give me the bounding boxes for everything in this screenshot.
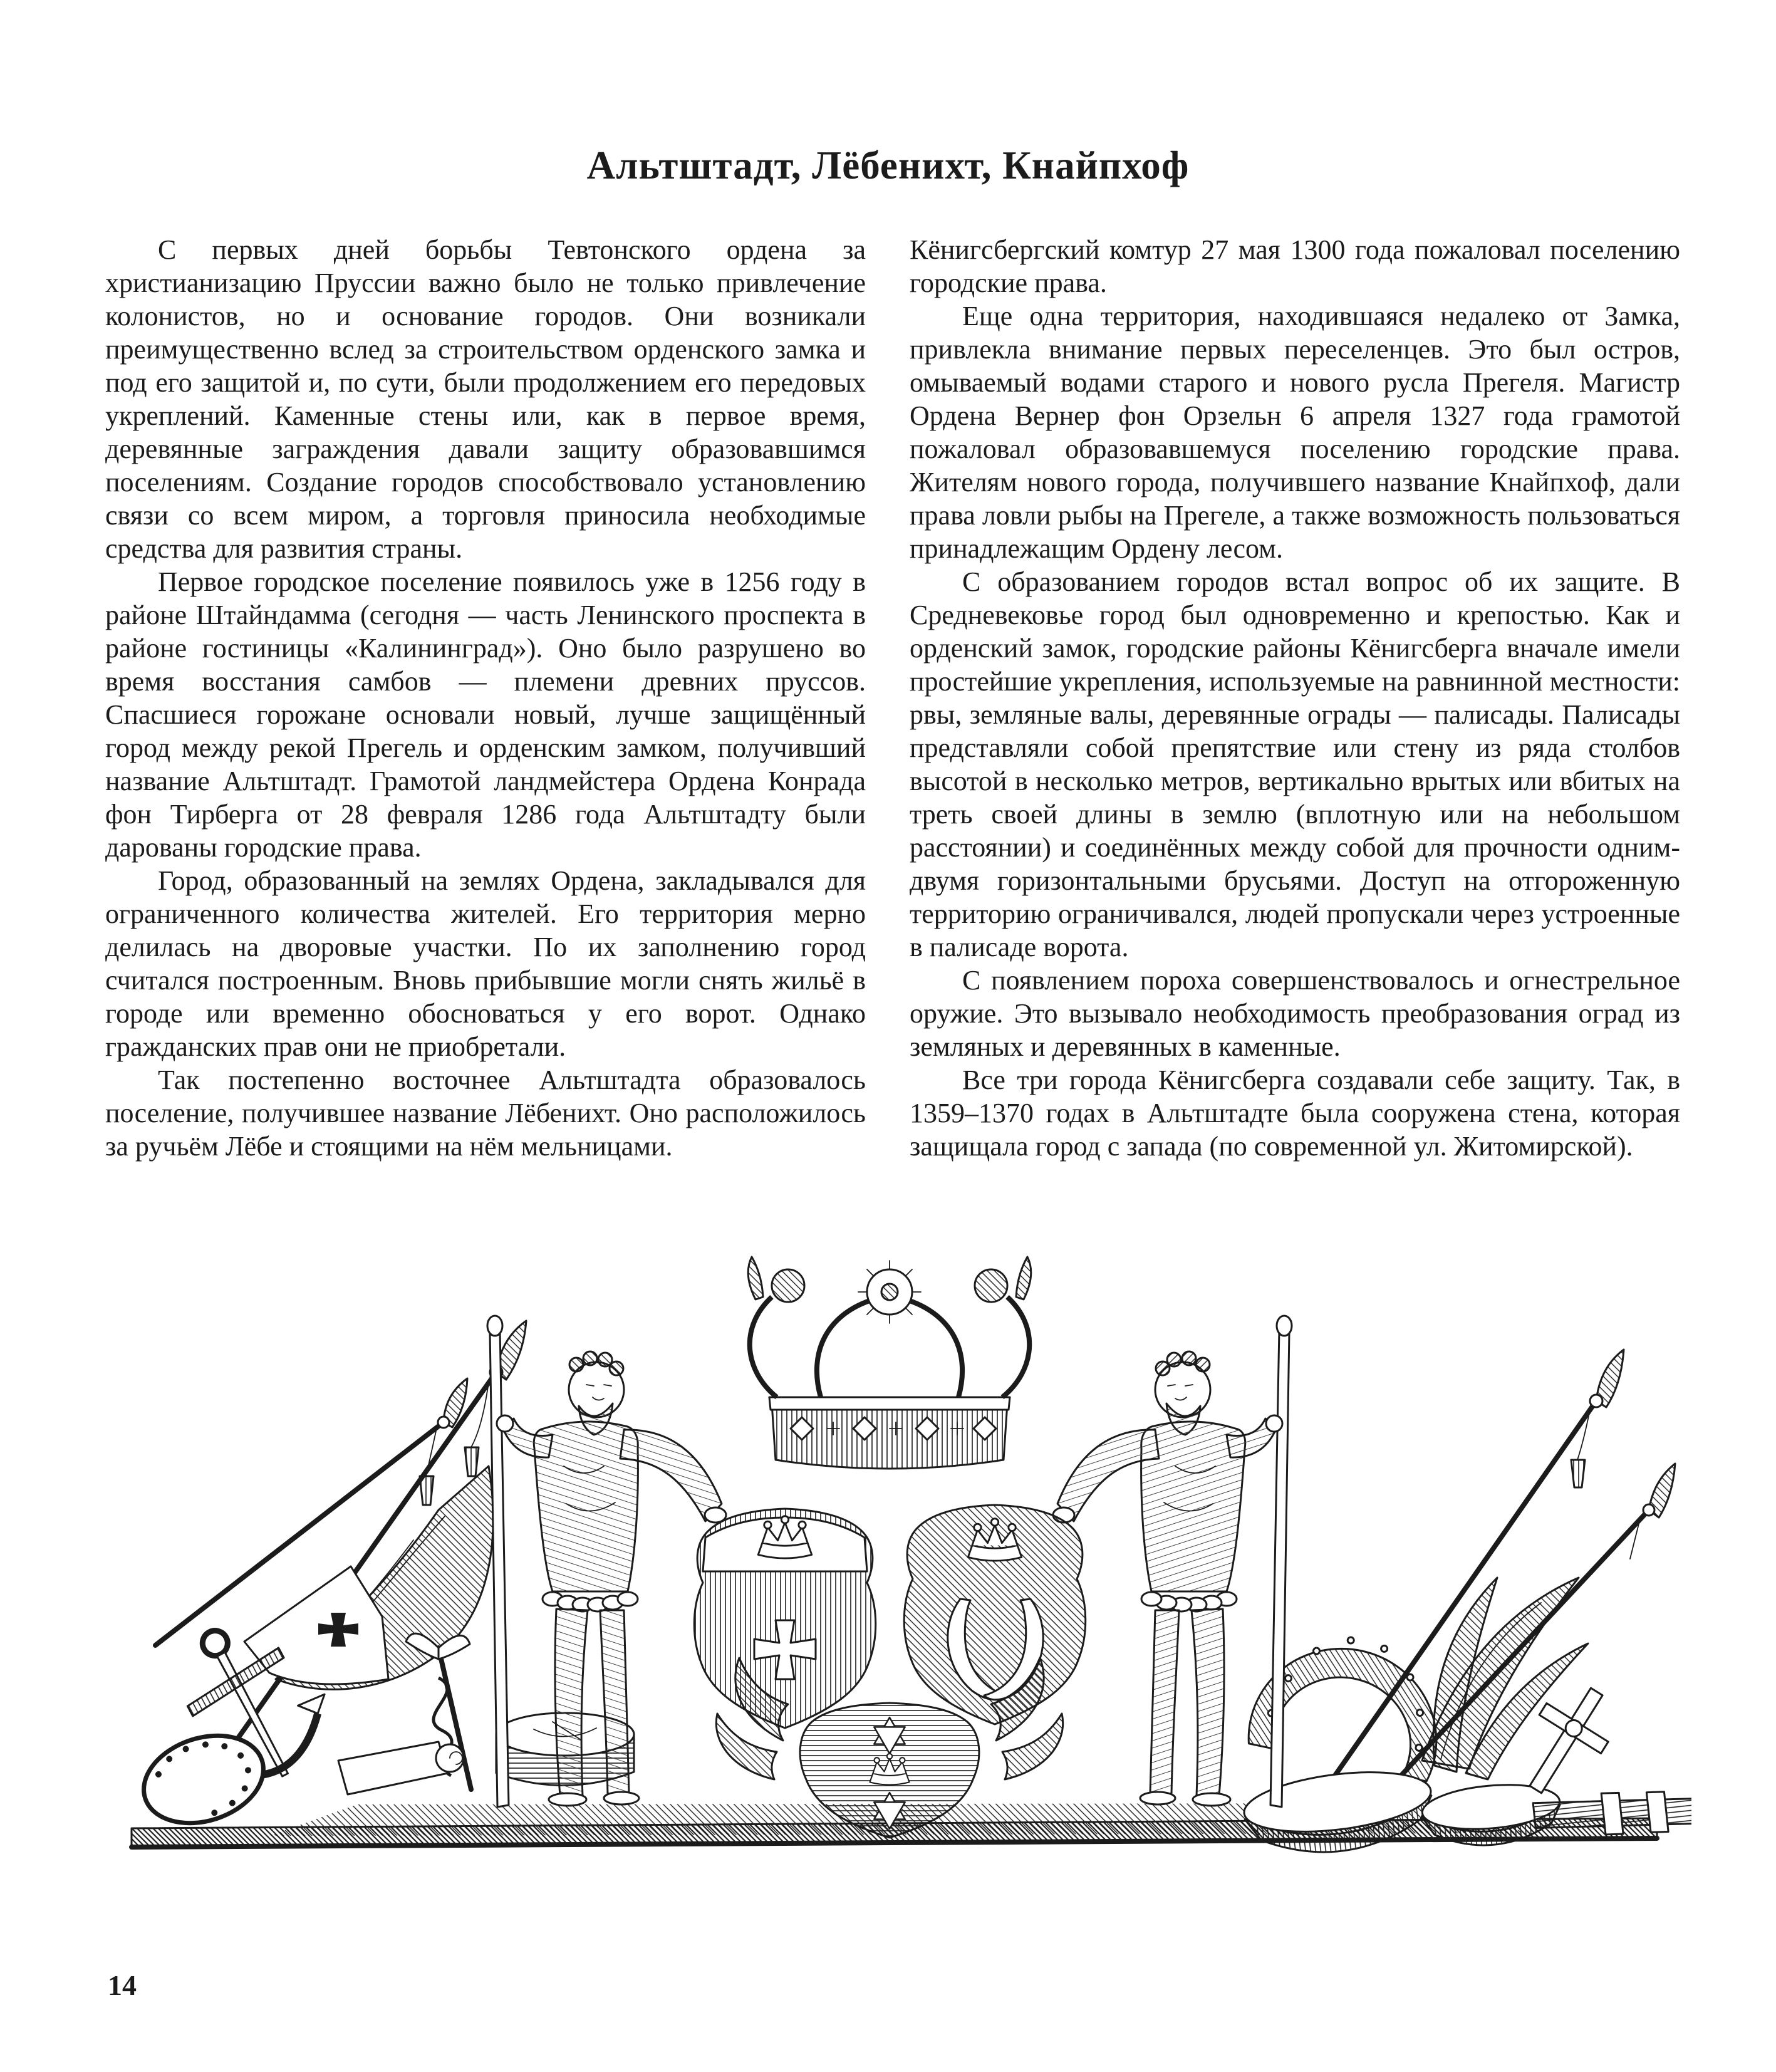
paragraph: С первых дней борьбы Тевтонского ордена за христианизацию Пруссии важно было не только привлечение колонистов, но и основание городов. Они возникали преимущественно вслед за строительством орденского замка и под его защитой и, по сути, были продолжением его передовых укреплений. Каменные стены или, как в первое время, деревянные заграждения давали защиту образовавшимся поселениям. Создание городов способствовало установлению связи со всем миром, а торговля приносила необходимые средства для развития страны. — [105, 234, 866, 564]
paragraph: Первое городское поселение появилось уже в 1256 году в районе Штайндамма (сегодня — часть Ленинского проспекта в районе гостиницы «Калининград»). Оно было разрушено во время восстания самбов — племени древних пруссов. Спасшиеся горожане основали новый, лучше защищённый город между рекой Прегель и орденским замком, получивший название Альтштадт. Грамотой ландмейстера Ордена Конрада фон Тирберга от 28 февраля 1286 года Альтштадту были дарованы городские права. — [105, 566, 866, 863]
paragraph: Еще одна территория, находившаяся недалеко от Замка, привлекла внимание первых переселенцев. Это был остров, омываемый водами старого и нового русла Прегеля. Магистр Ордена Вернер фон Орзельн 6 апреля 1327 года грамотой пожаловал образовавшемуся поселению городские права. Жителям нового города, получившего название Кнайпхоф, дали права ловли рыбы на Прегеле, а также возможность пользоваться принадлежащим Ордену лесом. — [910, 301, 1680, 564]
paragraph: С образованием городов встал вопрос об их защите. В Средневековье город был одновременно и крепостью. Как и орденский замок, городские районы Кёнигсберга вначале имели простейшие укрепления, используемые на равнинной местности: рвы, земляные валы, деревянные ограды — палисады. Палисады представляли собой препятствие или стену из ряда столбов высотой в несколько метров, вертикально врытых или вбитых на треть своей длины в землю (вплотную или на небольшом расстоянии) и соединённых между собой для прочности одним-двумя горизонтальными брусьями. Доступ на отгороженную территорию ограничивался, людей пропускали через устроенные в палисаде ворота. — [910, 566, 1680, 962]
crown-icon — [748, 1257, 1031, 1469]
page-number: 14 — [108, 1969, 137, 2001]
paragraph: Все три города Кёнигсберга создавали себе защиту. Так, в 1359–1370 годах в Альтштадте была сооружена стена, которая защищала город с запада (по современной ул. Житомирской). — [910, 1065, 1680, 1162]
text-column-right — [910, 233, 1680, 1163]
paragraph: Город, образованный на землях Ордена, закладывался для ограниченного количества жителей. Его территория мерно делилась на дворовые участки. По их заполнению город считался построенным. Вновь прибывшие могли снять жильё в городе или временно обосноваться у его ворот. Однако гражданских прав они не приобретали. — [105, 865, 866, 1062]
palette-icon — [132, 1721, 274, 1838]
page-title: Альтштадт, Лёбенихт, Кнайпхоф — [586, 143, 1190, 188]
paragraph: С появлением пороха совершенствовалось и огнестрельное оружие. Это вызывало необходимость преобразования оград из земляных и деревянных в каменные. — [910, 965, 1680, 1062]
paragraph: Кёнигсбергский комтур 27 мая 1300 года пожаловал поселению городские права. — [910, 234, 1680, 298]
scroll-icon — [338, 1742, 464, 1794]
coat-of-arms-engraving — [88, 1239, 1691, 1856]
flags-icon — [155, 1321, 526, 1802]
text-column-left — [105, 233, 866, 1163]
loebenicht-shield-icon — [904, 1505, 1086, 1724]
altstadt-shield-icon — [694, 1509, 876, 1728]
paragraph: Так постепенно восточнее Альтштадта образовалось поселение, получившее название Лёбенихт. Оно расположилось за ручьём Лёбе и стоящими на нём мельницами. — [105, 1065, 866, 1162]
